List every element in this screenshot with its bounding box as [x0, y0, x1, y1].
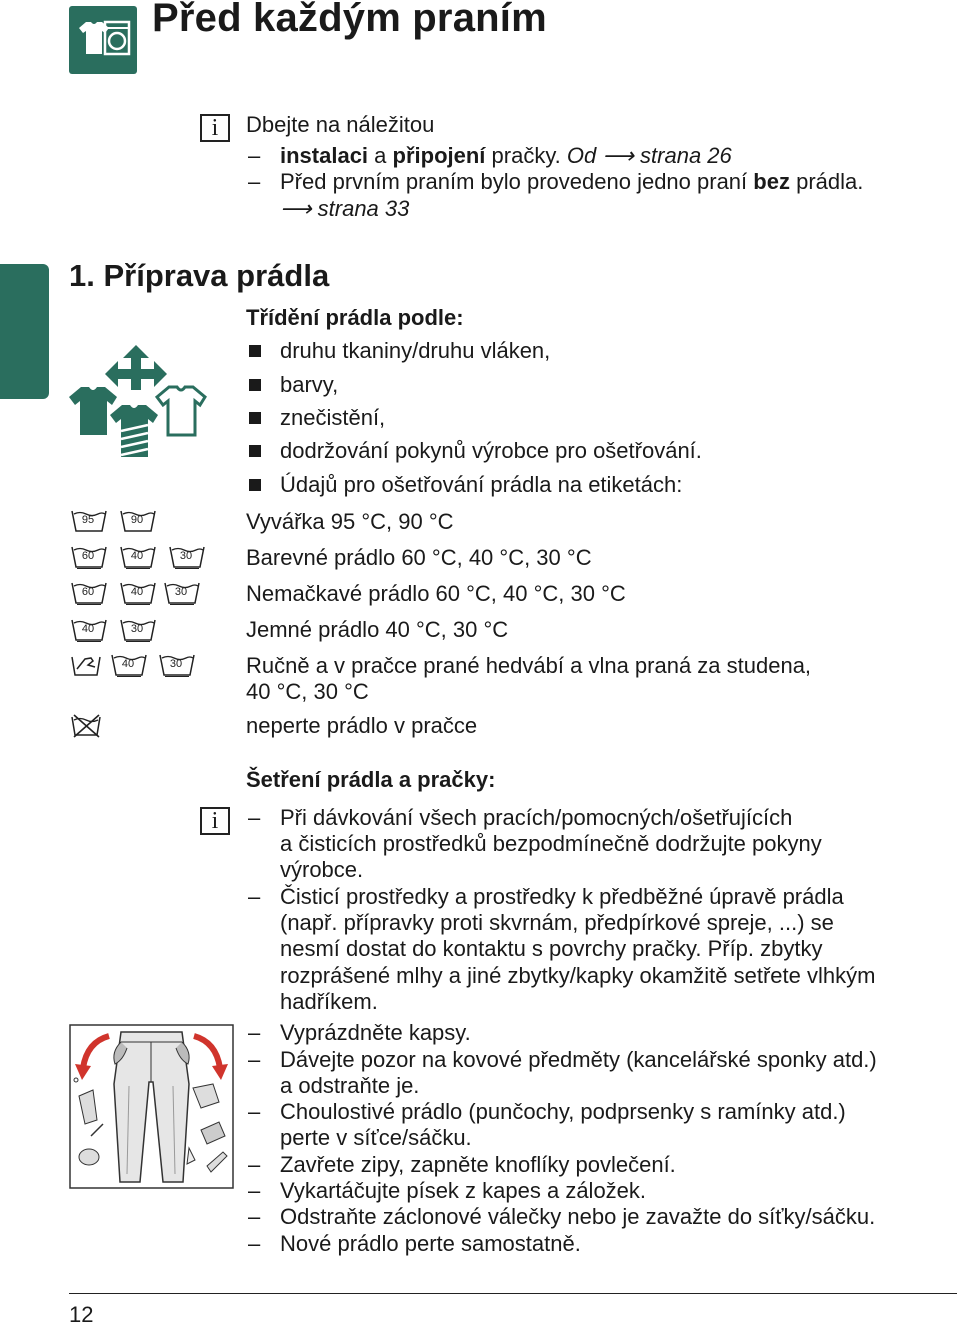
sorting-heading: Třídění prádla podle: — [246, 305, 464, 330]
wash-tub-icon: 30 — [120, 618, 158, 642]
bullet-icon — [249, 445, 261, 457]
saving-pockets: Vyprázdněte kapsy. — [280, 1020, 471, 1045]
saving-cleaners-line5: hadříkem. — [280, 989, 378, 1014]
washing-machine-icon — [69, 6, 137, 74]
page-number: 12 — [69, 1302, 94, 1327]
wash-tub-icon: 60 — [71, 545, 109, 569]
saving-metal-line1: Dávejte pozor na kovové předměty (kancelářské sponky atd.) — [280, 1047, 877, 1072]
list-item: Údajů pro ošetřování prádla na etiketách: — [280, 472, 683, 497]
saving-curtains: Odstraňte záclonové válečky nebo je zavažte do síťky/sáčku. — [280, 1204, 876, 1229]
list-item: dodržování pokynů výrobce pro ošetřování. — [280, 438, 702, 463]
bullet-icon — [249, 379, 261, 391]
installation-term: instalaci — [280, 143, 369, 168]
page-title: Před každým praním — [152, 0, 547, 40]
saving-zips: Zavřete zipy, zapněte knoflíky povlečení. — [280, 1152, 676, 1177]
wash-tub-icon: 40 — [111, 653, 149, 677]
care-delicate-text: Jemné prádlo 40 °C, 30 °C — [246, 617, 509, 642]
care-easycare-text: Nemačkavé prádlo 60 °C, 40 °C, 30 °C — [246, 581, 626, 606]
care-silk-text-line2: 40 °C, 30 °C — [246, 679, 369, 704]
hand-wash-icon — [71, 653, 109, 677]
section-heading: 1. Příprava prádla — [69, 258, 330, 293]
wash-tub-icon: 30 — [169, 545, 207, 569]
wash-tub-icon: 30 — [164, 581, 202, 605]
do-not-wash-icon — [71, 713, 103, 741]
care-nowash-text: neperte prádlo v pračce — [246, 713, 478, 738]
saving-cleaners-line1: Čisticí prostředky a prostředky k předběžné úpravě prádla — [280, 884, 844, 909]
page-ref-26[interactable]: Od ⟶ strana 26 — [566, 143, 732, 168]
wash-tub-icon: 30 — [159, 653, 197, 677]
info-icon: i — [200, 807, 230, 835]
saving-cleaners-line3: nesmí dostat do kontaktu s povrchy pračky. Příp. zbytky — [280, 936, 823, 961]
saving-sand: Vykartáčujte písek z kapes a záložek. — [280, 1178, 647, 1203]
connection-term: připojení — [392, 143, 486, 168]
bullet-icon — [249, 479, 261, 491]
wash-tub-icon: 40 — [120, 581, 158, 605]
saving-dosage-line3: výrobce. — [280, 857, 364, 882]
saving-metal-line2: a odstraňte je. — [280, 1073, 420, 1098]
saving-dosage-line2: a čisticích prostředků bezpodmínečně dodržujte pokyny — [280, 831, 822, 856]
wash-tub-icon: 40 — [120, 545, 158, 569]
section-tab — [0, 264, 49, 399]
bullet-icon — [249, 412, 261, 424]
wash-tub-icon: 60 — [71, 581, 109, 605]
saving-delicates-line1: Choulostivé prádlo (punčochy, podprsenky s ramínky atd.) — [280, 1099, 846, 1124]
intro-lead: Dbejte na náležitou — [246, 112, 435, 137]
care-silk-text-line1: Ručně a v pračce prané hedvábí a vlna praná za studena, — [246, 653, 812, 678]
list-item: barvy, — [280, 372, 339, 397]
list-item: druhu tkaniny/druhu vláken, — [280, 338, 551, 363]
wash-tub-icon: 95 — [71, 509, 109, 533]
care-boil-text: Vyvářka 95 °C, 90 °C — [246, 509, 454, 534]
footer-rule — [69, 1293, 957, 1294]
saving-dosage-line1: Při dávkování všech pracích/pomocných/ošetřujících — [280, 805, 793, 830]
empty-pockets-illustration — [69, 1024, 234, 1189]
care-colour-text: Barevné prádlo 60 °C, 40 °C, 30 °C — [246, 545, 592, 570]
page-ref-33[interactable]: ⟶ strana 33 — [280, 196, 410, 221]
list-item: znečistění, — [280, 405, 386, 430]
bullet-icon — [249, 345, 261, 357]
saving-delicates-line2: perte v síťce/sáčku. — [280, 1125, 472, 1150]
info-icon: i — [200, 114, 230, 142]
saving-cleaners-line2: (např. přípravky proti skvrnám, předpírkové spreje, ...) se — [280, 910, 834, 935]
wash-tub-icon: 40 — [71, 618, 109, 642]
saving-heading: Šetření prádla a pračky: — [246, 767, 496, 792]
laundry-sorting-icon — [66, 345, 208, 460]
saving-new-laundry: Nové prádlo perte samostatně. — [280, 1231, 581, 1256]
wash-tub-icon: 90 — [120, 509, 158, 533]
saving-cleaners-line4: rozprášené mlhy a jiné zbytky/kapky okamžitě setřete vlhkým — [280, 963, 876, 988]
